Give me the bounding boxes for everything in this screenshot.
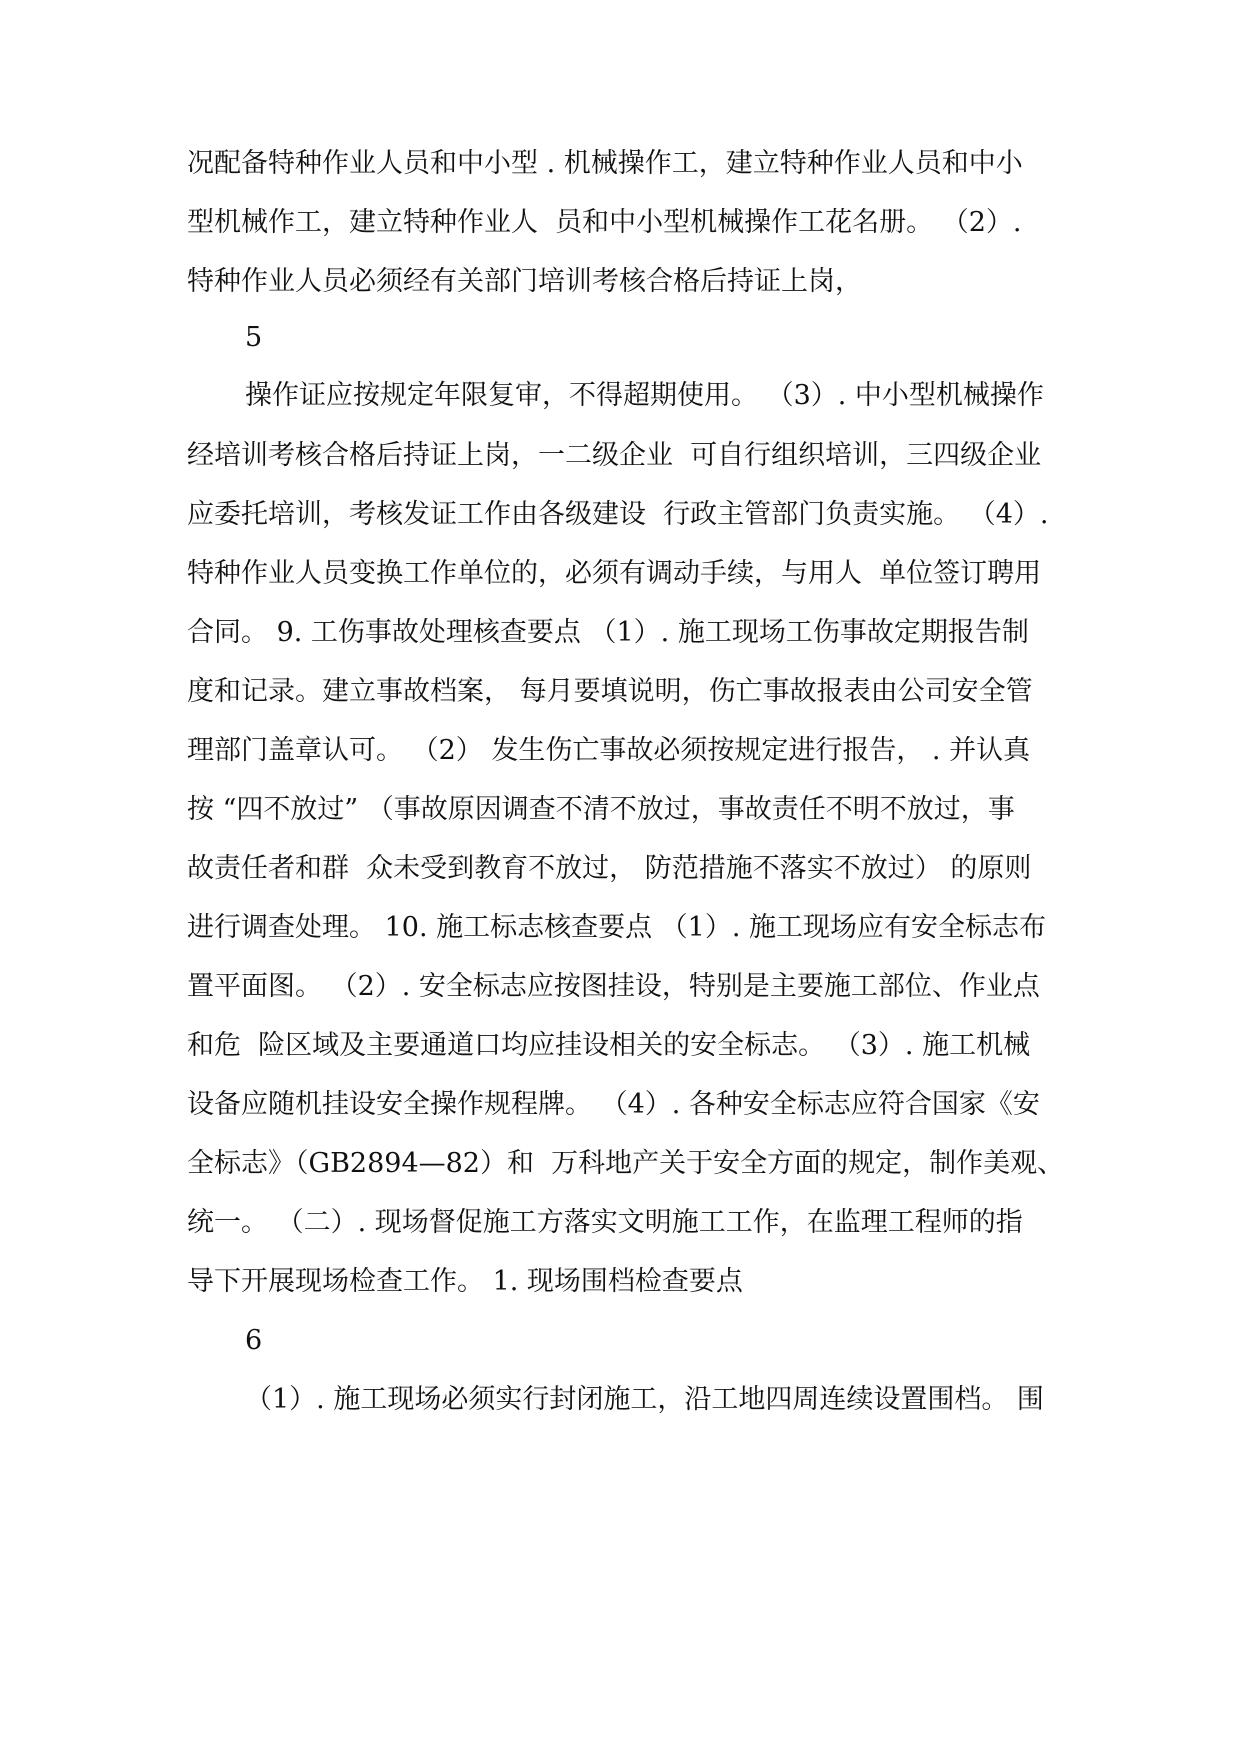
text-line: 特种作业人员必须经有关部门培训考核合格后持证上岗， (187, 266, 862, 297)
text-line: 度和记录。建立事故档案， 每月要填说明，伤亡事故报表由公司安全管 (187, 676, 1033, 707)
text-line: （1）. 施工现场必须实行封闭施工，沿工地四周连续设置围档。 围 (245, 1384, 1044, 1415)
text-line: 合同。 9. 工伤事故处理核查要点 （1）. 施工现场工伤事故定期报告制 (187, 617, 1029, 648)
page-number: 6 (245, 1325, 263, 1356)
text-line: 进行调查处理。 10. 施工标志核查要点 （1）. 施工现场应有安全标志布 (187, 912, 1047, 943)
text-line: 设备应随机挂设安全操作规程牌。 （4）. 各种安全标志应符合国家《安 (187, 1089, 1040, 1120)
text-line: 和危 险区域及主要通道口均应挂设相关的安全标志。 （3）. 施工机械 (187, 1030, 1031, 1061)
text-line: 置平面图。 （2）. 安全标志应按图挂设，特别是主要施工部位、作业点 (187, 971, 1040, 1002)
text-line: 特种作业人员变换工作单位的，必须有调动手续，与用人 单位签订聘用 (187, 558, 1042, 589)
text-line: 型机械作工，建立特种作业人 员和中小型机械操作工花名册。 （2）. (187, 207, 1022, 238)
text-line: 按 “四不放过” （事故原因调查不清不放过，事故责任不明不放过，事 (187, 794, 1015, 825)
text-line: 经培训考核合格后持证上岗，一二级企业 可自行组织培训，三四级企业 (187, 440, 1042, 471)
text-line: 故责任者和群 众未受到教育不放过， 防范措施不落实不放过） 的原则 (187, 853, 1032, 884)
text-line: 理部门盖章认可。 （2） 发生伤亡事故必须按规定进行报告， . 并认真 (187, 735, 1031, 766)
page-number: 5 (245, 322, 263, 353)
text-line: 全标志》（GB2894—82）和 万科地产关于安全方面的规定，制作美观、 (187, 1148, 1065, 1179)
text-line: 况配备特种作业人员和中小型 . 机械操作工，建立特种作业人员和中小 (187, 148, 1023, 179)
text-line: 操作证应按规定年限复审，不得超期使用。 （3）. 中小型机械操作 (245, 380, 1044, 411)
text-line: 应委托培训，考核发证工作由各级建设 行政主管部门负责实施。 （4）. (187, 499, 1049, 530)
text-line: 统一。 （二）. 现场督促施工方落实文明施工工作，在监理工程师的指 (187, 1207, 1023, 1238)
text-line: 导下开展现场检查工作。 1. 现场围档检查要点 (187, 1266, 743, 1297)
